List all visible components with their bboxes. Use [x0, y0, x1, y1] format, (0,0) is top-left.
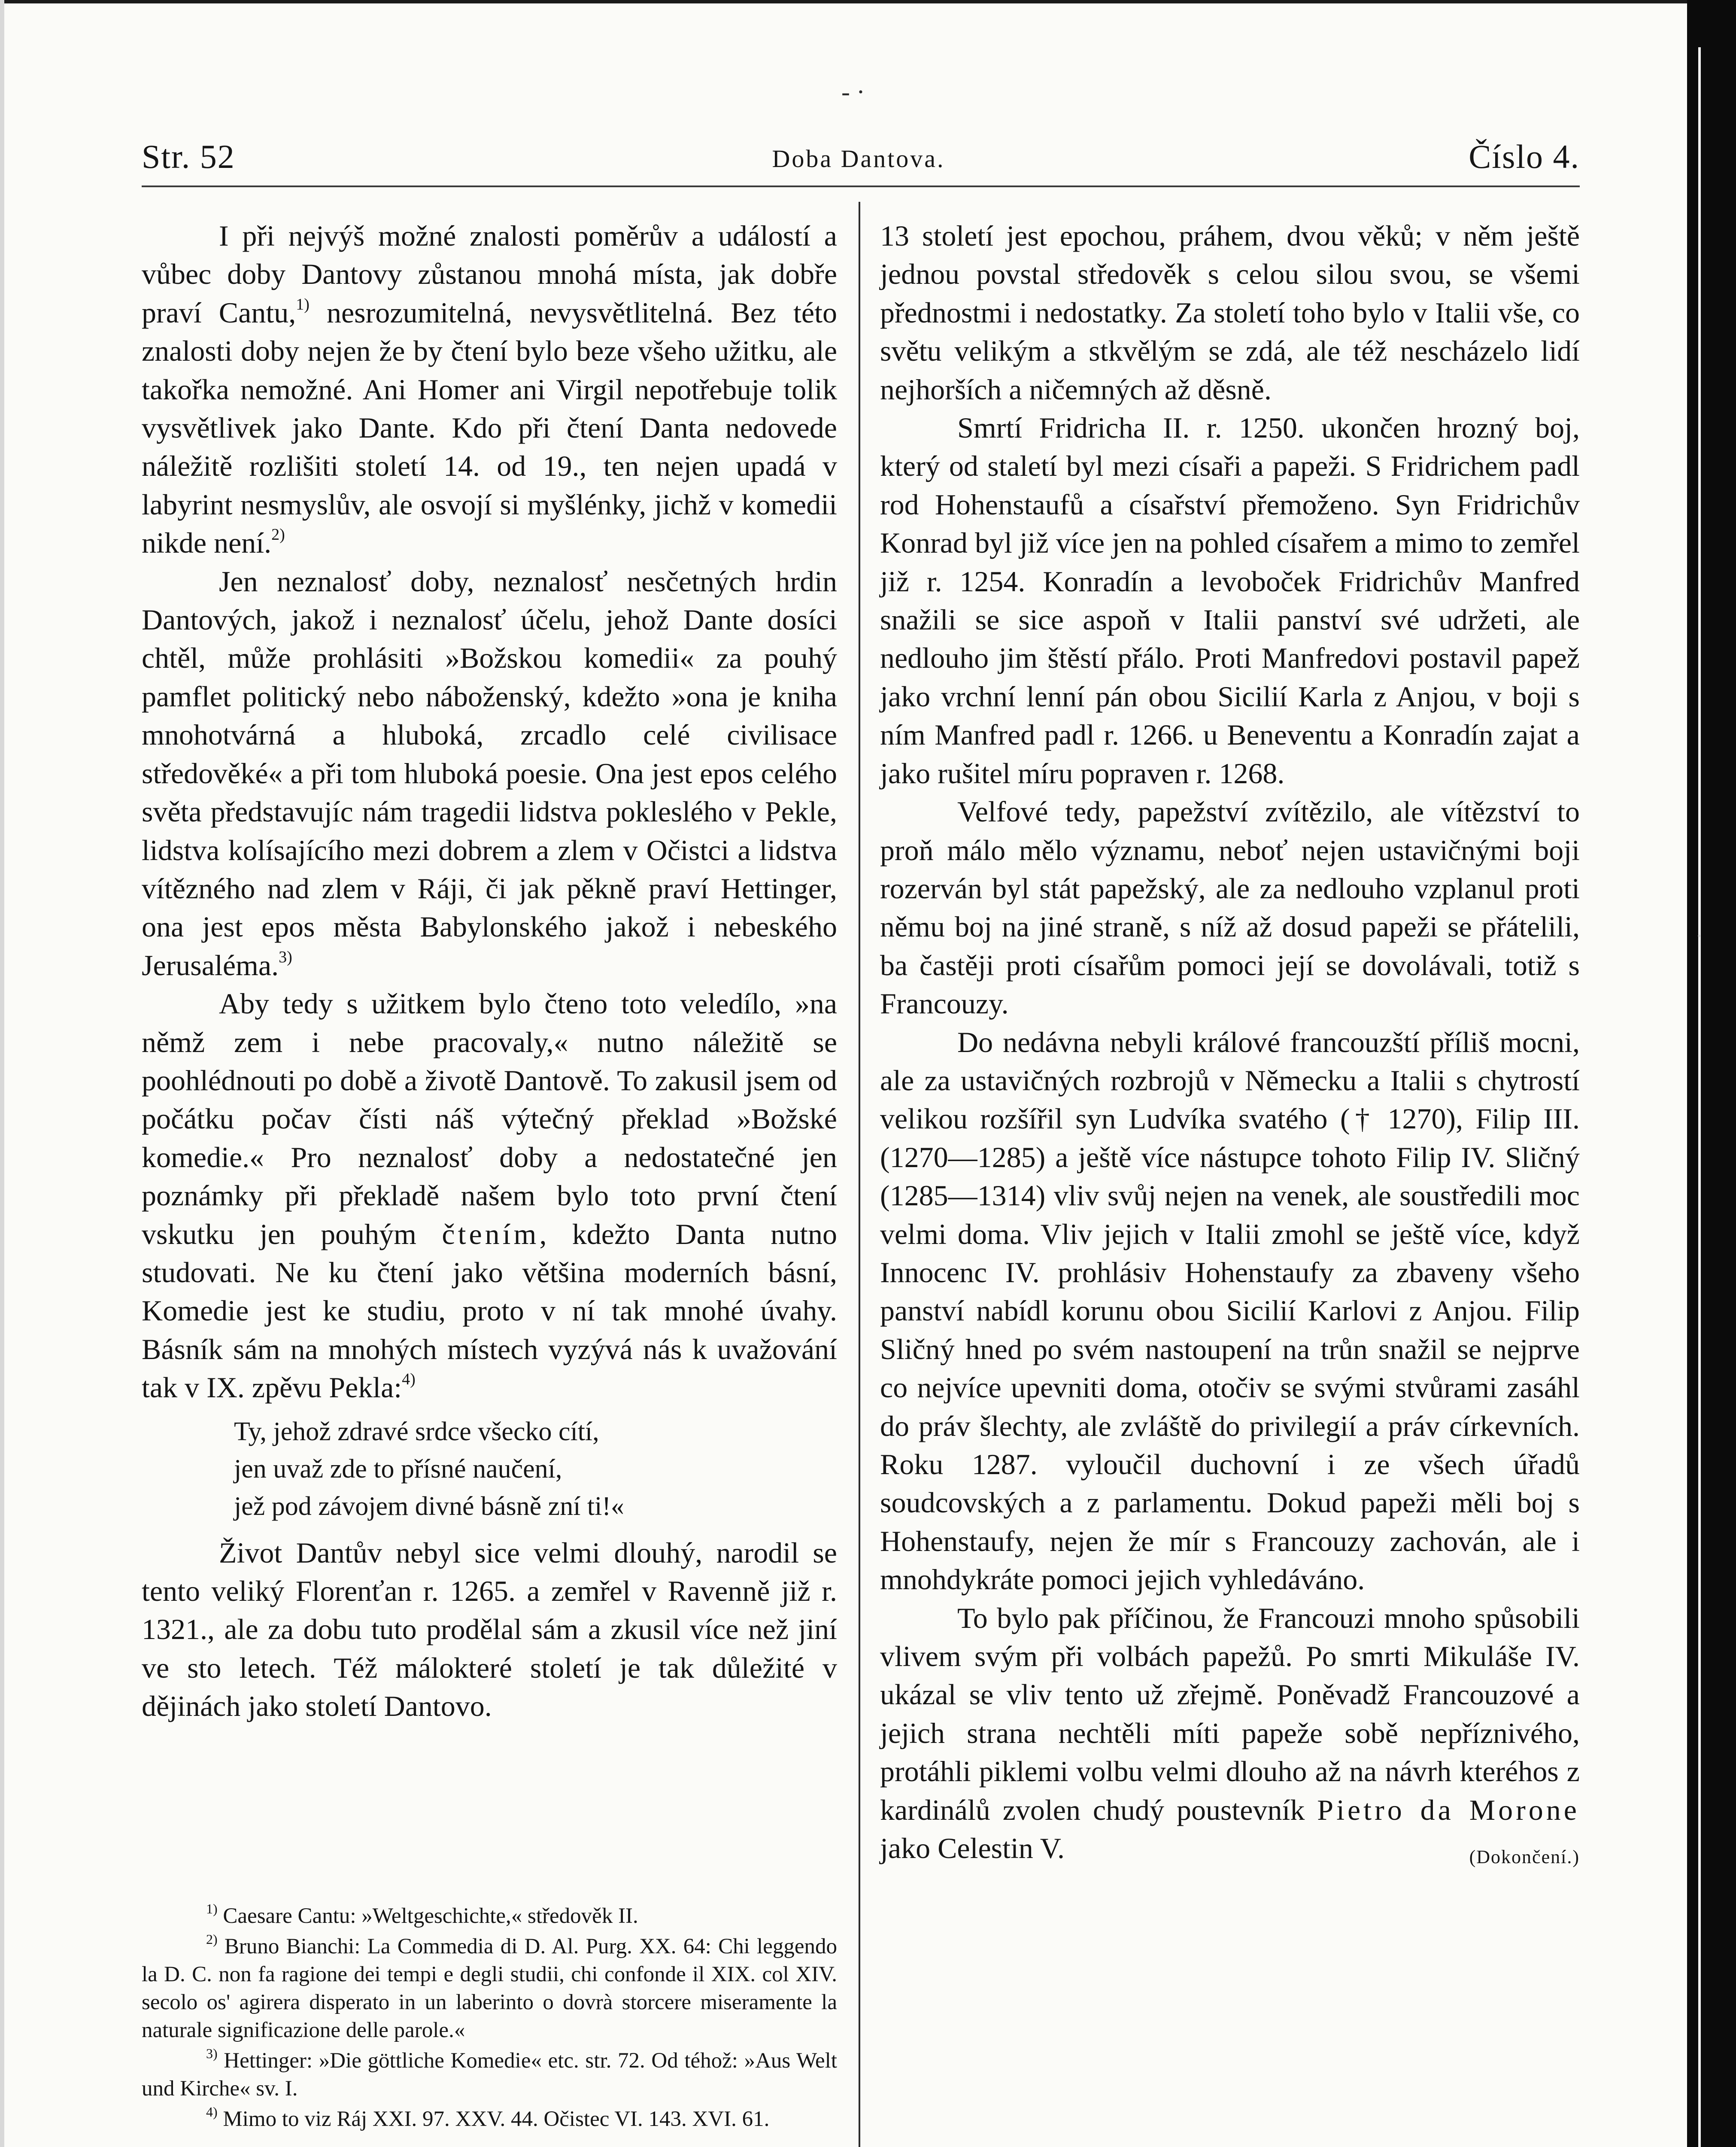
paragraph-text: Aby tedy s užitkem bylo čteno toto veledílo, »na němž zem i nebe pracovaly,« nutno náležitě se poohlédnouti po době a životě Dantově. To zakusil jsem od počátku počav čísti náš výtečný překlad »Božské komedie.« Pro neznalosť doby a nedostatečné jen poznámky při překladě našem bylo toto první čtení vskutku jen pouhým: [142, 987, 837, 1250]
paragraph: Do nedávna nebyli králové francouzští příliš mocni, ale za ustavičných rozbrojů v Německu a Italii s chytrostí velikou rozšířil syn Ludvíka svatého († 1270), Filip III. (1270—1285) a ještě více nástupce tohoto Filip IV. Sličný (1285—1314) vliv svůj nejen na venek, ale soustředili moc velmi doma. Vliv jejich v Italii zmohl se ještě více, když Innocenc IV. prohlásiv Hohenstaufy za zbaveny všeho panství nabídl korunu obou Sicilií Karlovi z Anjou. Filip Sličný hned po svém nastoupení na trůn snažil se nejprve co nejvíce upevniti doma, otočiv se svými stvůrami zasáhl do práv šlechty, ale zvláště do privilegií a práv církevních. Roku 1287. vyloučil duchovní i ze všech úřadů soudcovských a z parlamentu. Dokud papeži měli boj s Hohenstaufy, nejen že mír s Francouzy zachován, ale i mnohdykráte pomoci jejich vyhledáváno.: [880, 1025, 1580, 1596]
footnote: [142, 2105, 837, 2133]
stray-mark-side: ·: [1696, 924, 1703, 948]
paragraph: [880, 1599, 1580, 1868]
verse-line: jen uvaž zde to přísné naučení,: [234, 1454, 562, 1484]
spaced-emphasis: Pietro da Morone: [1317, 1793, 1580, 1826]
paragraph: Velfové tedy, papežství zvítězilo, ale vítězství to proň málo mělo významu, neboť nejen ustavičnými boji rozerván byl stát papežský, ale za nedlouho vzplanul proti němu boj na jiné straně, s níž až dosud papeži se přátelili, ba častěji proti císařům pomoci její se dovolávali, totiž s Francouzy.: [880, 795, 1580, 1020]
issue-number: Číslo 4.: [1469, 138, 1580, 175]
paragraph: [142, 985, 837, 1407]
paragraph-text: nesrozumitelná, nevysvětlitelná. Bez této znalosti doby nejen že by čtení bylo beze všeho užitku, ale takořka nemožné. Ani Homer ani Virgil nepotřebuje tolik vysvětlivek jako Dante. Kdo při čtení Danta nedovede náležitě rozlišiti století 14. od 19., ten nejen upadá v labyrint nesmyslův, ale osvojí si myšlénky, jichž v komedii nikde není.: [142, 296, 837, 560]
scan-top-edge: [0, 0, 1687, 3]
footnote: [142, 1902, 837, 1930]
footnote-ref: 4): [402, 1370, 416, 1389]
footnote-mark: 3): [206, 2046, 218, 2061]
footnote-mark: 4): [206, 2104, 218, 2120]
footnote-text: Bruno Bianchi: La Commedia di D. Al. Purg. XX. 64: Chi leggendo la D. C. non fa ragione dei tempi e degli studii, chi confonde il XIX. col XIV. secolo os' agirera disperato in un laberinto o dovrà storcere miseramente la naturale significazione delle parole.«: [142, 1934, 837, 2042]
footnote-ref: 3): [279, 948, 292, 966]
scan-left-edge: [0, 0, 4, 2147]
paragraph-text: Jen neznalosť doby, neznalosť nesčetných hrdin Dantových, jakož i neznalosť účelu, jehož Dante dosíci chtěl, může prohlásiti »Božskou komedii« za pouhý pamflet politický nebo náboženský, kdežto »ona je kniha mnohotvárná a hluboká, zrcadlo celé civilisace středověké« a při tom hluboká poesie. Ona jest epos celého světa představujíc nám tragedii lidstva pokleslého v Pekle, lidstva kolísajícího mezi dobrem a zlem v Očistci a lidstva vítězného nad zlem v Ráji, či jak pěkně praví Hettinger, ona jest epos města Babylonského jakož i nebeského Jerusaléma.: [142, 565, 837, 982]
footnote-mark: 1): [206, 1901, 218, 1916]
scan-right-edge-line: [1698, 47, 1701, 2147]
verse-line: jež pod závojem divné básně zní ti!«: [234, 1491, 625, 1521]
verse-quote: [234, 1413, 837, 1525]
footnotes: [142, 1902, 837, 2136]
running-title: Doba Dantova.: [772, 145, 945, 173]
paragraph: [142, 217, 837, 563]
footnote-text: Hettinger: »Die göttliche Komedie« etc. str. 72. Od téhož: »Aus Welt und Kirche« sv. I.: [142, 2049, 837, 2101]
continued-note: (Dokončení.): [1469, 1846, 1580, 1868]
footnote: [142, 1933, 837, 2044]
footnote: [142, 2047, 837, 2103]
paragraph: 13 století jest epochou, práhem, dvou věků; v něm ještě jednou povstal středověk s celou silou svou, se všemi přednostmi i nedostatky. Za století toho bylo v Italii vše, co světu velikým a stkvělým se zdá, ale též nescházelo lidí nejhorších a ničemných až děsně.: [880, 219, 1580, 406]
paragraph: Smrtí Fridricha II. r. 1250. ukončen hrozný boj, který od staletí byl mezi císaři a papeži. S Fridrichem padl rod Hohenstaufů a císařství přemoženo. Syn Fridrichův Konrad byl již více jen na pohled císařem a mimo to zemřel již r. 1254. Konradín a levoboček Fridrichův Manfred snažili se sice aspoň v Italii panství své udržeti, ale nedlouho jim štěstí přálo. Proti Manfredovi postavil papež jako vrchní lenní pán obou Sicilií Karla z Anjou, v boji s ním Manfred padl r. 1266. u Beneventu a Konradín zajat a jako rušitel míru popraven r. 1268.: [880, 411, 1580, 790]
page-number: Str. 52: [142, 138, 235, 175]
footnote-ref: 1): [296, 295, 310, 313]
left-column: [142, 217, 837, 1726]
paragraph: Život Dantův nebyl sice velmi dlouhý, narodil se tento veliký Florenťan r. 1265. a zemřel v Ravenně již r. 1321., ale za dobu tuto prodělal sám a zkusil více než jiní ve sto letech. Též málokteré století je tak důležité v dějinách jako století Dantovo.: [142, 1536, 837, 1723]
paragraph-text: jako Celestin V.: [880, 1832, 1065, 1865]
header-rule: [142, 186, 1580, 187]
footnote-text: Mimo to viz Ráj XXI. 97. XXV. 44. Očistec VI. 143. XVI. 61.: [223, 2107, 770, 2131]
paragraph-text: To bylo pak příčinou, že Francouzi mnoho spůsobili vlivem svým při volbách papežů. Po smrti Mikuláše IV. ukázal se vliv tento už zřejmě. Poněvadž Francouzové a jejich strana nechtěli míti papeže sobě nepříznivého, protáhli piklemi volbu velmi dlouho až na návrh kteréhos z kardinálů zvolen chudý poustevník: [880, 1601, 1580, 1826]
column-divider: [859, 202, 860, 2147]
paragraph-text: , kdežto Danta nutno studovati. Ne ku čtení jako většina moderních básní, Komedie jest ke studiu, proto v ní tak mnohé úvahy. Básník sám na mnohých místech vyzývá nás k uvažování tak v IX. zpěvu Pekla:: [142, 1217, 838, 1404]
stray-mark-top: ‐ ·: [841, 78, 865, 106]
spaced-emphasis: čtením: [442, 1217, 540, 1250]
verse-line: Ty, jehož zdravé srdce všecko cítí,: [234, 1417, 599, 1446]
footnote-text: Caesare Cantu: »Weltgeschichte,« středověk II.: [223, 1904, 638, 1928]
right-column: [880, 217, 1580, 1876]
scan-right-edge: [1687, 0, 1736, 2147]
paragraph: [142, 563, 837, 985]
footnote-ref: 2): [271, 526, 285, 544]
footnote-mark: 2): [206, 1931, 218, 1947]
paragraph-text: I při nejvýš možné znalosti poměrův a událostí a vůbec doby Dantovy zůstanou mnohá místa, jak dobře praví Cantu,: [142, 219, 837, 329]
